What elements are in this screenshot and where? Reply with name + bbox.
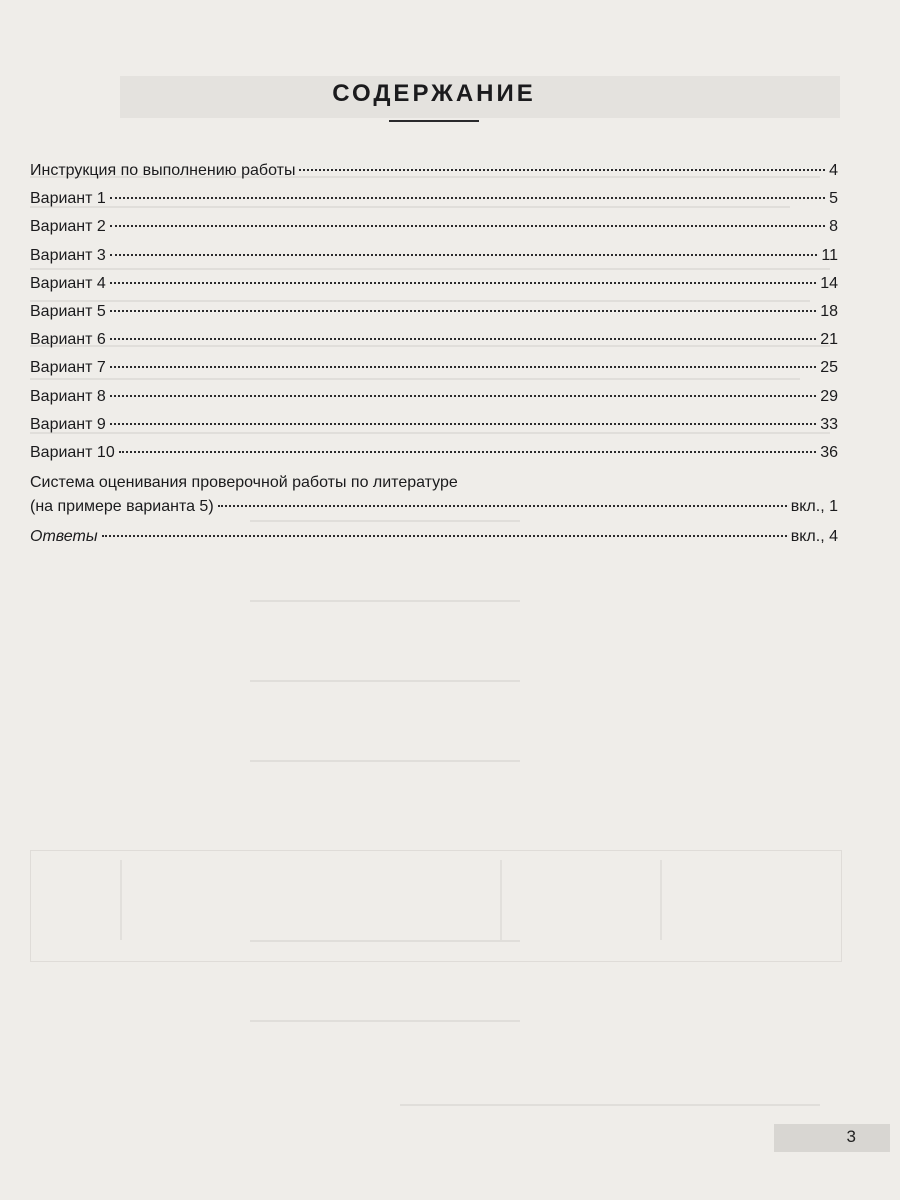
- toc-entry-grading-system[interactable]: [30, 472, 838, 528]
- contents-page: [30, 74, 838, 556]
- dot-leader: [218, 505, 787, 507]
- dot-leader: [299, 169, 825, 171]
- toc-entry-variant-9[interactable]: [30, 416, 838, 444]
- toc-entry-instructions[interactable]: [30, 162, 838, 190]
- toc-page: 4: [829, 162, 838, 179]
- toc-label: Вариант 1: [30, 190, 106, 208]
- dot-leader: [110, 197, 825, 199]
- toc-page: 18: [820, 302, 838, 320]
- toc-entry-answers[interactable]: [30, 528, 838, 556]
- toc-page: 33: [820, 415, 838, 433]
- toc-entry-variant-8[interactable]: [30, 388, 838, 416]
- toc-page: вкл., 4: [790, 528, 838, 546]
- toc-page: вкл., 1: [790, 498, 838, 516]
- toc-entry-variant-6[interactable]: [30, 331, 838, 359]
- toc-entry-variant-2[interactable]: [30, 218, 838, 246]
- toc-entry-variant-10[interactable]: [30, 444, 838, 472]
- page-number-tab: [774, 1124, 890, 1152]
- dot-leader: [119, 451, 816, 453]
- toc-label: Вариант 3: [30, 246, 106, 264]
- toc-page: 5: [829, 190, 838, 208]
- dot-leader: [110, 366, 816, 368]
- toc-label: Инструкция по выполнению работы: [30, 162, 296, 179]
- toc-page: 14: [820, 274, 838, 292]
- toc-page: 11: [821, 246, 838, 264]
- toc-page: 25: [820, 359, 838, 377]
- toc-label: Вариант 4: [30, 274, 106, 292]
- toc-label: Вариант 8: [30, 387, 106, 405]
- toc-label-continued: (на примере варианта 5): [30, 498, 214, 516]
- dot-leader: [102, 535, 787, 537]
- table-of-contents: [30, 162, 838, 556]
- toc-entry-variant-4[interactable]: [30, 275, 838, 303]
- toc-label: Вариант 5: [30, 302, 106, 320]
- toc-label: Ответы: [30, 528, 98, 546]
- dot-leader: [110, 282, 816, 284]
- title-underline: [389, 120, 479, 122]
- dot-leader: [110, 338, 816, 340]
- toc-label: Вариант 2: [30, 218, 106, 236]
- toc-entry-variant-5[interactable]: [30, 303, 838, 331]
- toc-page: 21: [820, 331, 838, 349]
- toc-entry-variant-7[interactable]: [30, 359, 838, 387]
- dot-leader: [110, 395, 816, 397]
- page-title: СОДЕРЖАНИЕ: [332, 80, 536, 107]
- toc-label: Система оценивания проверочной работы по литературе: [30, 474, 458, 492]
- dot-leader: [110, 423, 816, 425]
- dot-leader: [110, 254, 818, 256]
- toc-entry-variant-1[interactable]: [30, 190, 838, 218]
- toc-label: Вариант 9: [30, 415, 106, 433]
- toc-label: Вариант 6: [30, 331, 106, 349]
- toc-label: Вариант 7: [30, 359, 106, 377]
- toc-page: 36: [820, 443, 838, 461]
- dot-leader: [110, 225, 825, 227]
- dot-leader: [110, 310, 816, 312]
- page-number: 3: [846, 1127, 856, 1146]
- toc-page: 8: [829, 218, 838, 236]
- toc-entry-variant-3[interactable]: [30, 247, 838, 275]
- toc-label: Вариант 10: [30, 443, 115, 461]
- toc-page: 29: [820, 387, 838, 405]
